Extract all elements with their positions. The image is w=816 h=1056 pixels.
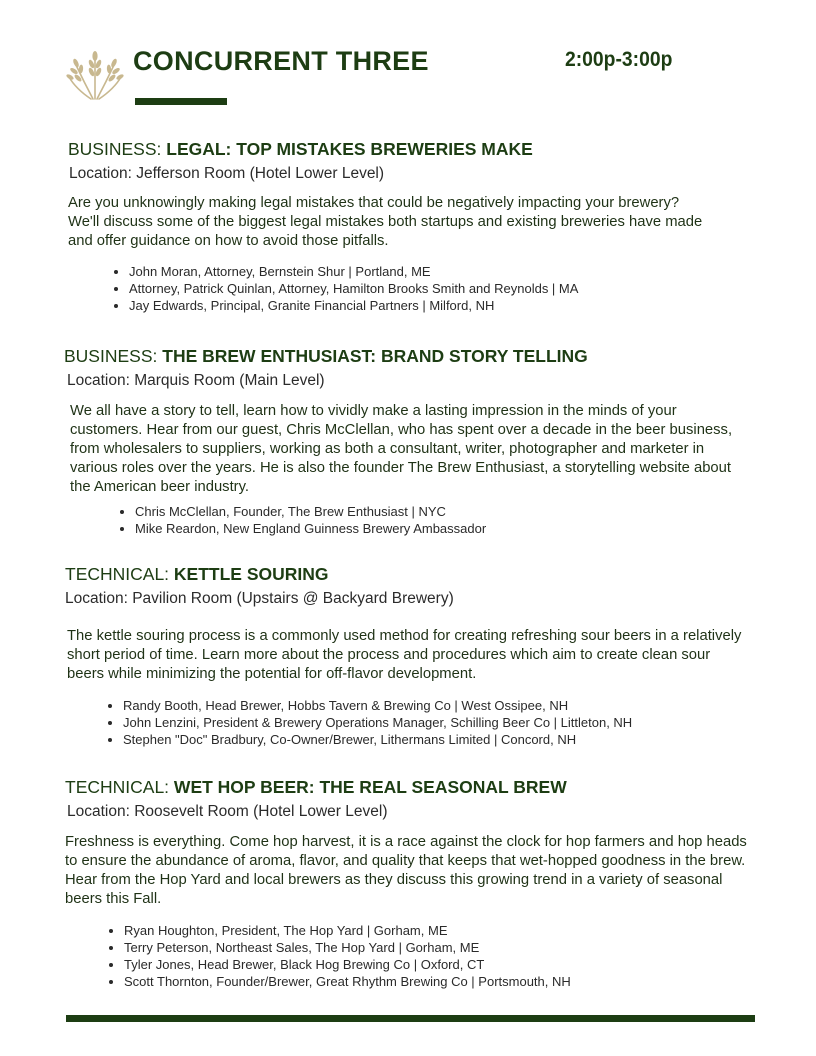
session-name: THE BREW ENTHUSIAST: BRAND STORY TELLING	[162, 346, 588, 366]
session-location: Location: Pavilion Room (Upstairs @ Backyard Brewery)	[65, 590, 454, 607]
session-track: TECHNICAL:	[65, 777, 170, 797]
session-location: Location: Roosevelt Room (Hotel Lower Level)	[67, 803, 388, 820]
session-location: Location: Jefferson Room (Hotel Lower Level)	[69, 165, 385, 182]
footer-divider	[66, 1015, 755, 1022]
speaker-list	[113, 263, 748, 314]
session-track: BUSINESS:	[64, 346, 158, 366]
session-time: 2:00p-3:00p	[565, 48, 673, 71]
session-description: Freshness is everything. Come hop harvest, it is a race against the clock for hop farmers and hop heads to ensure the abundance of aroma, flavor, and quality that keeps that wet-hopped goodness in the brew. Hear from the Hop Yard and local brewers as they discuss this growing trend in a variety of seasonal beers this Fall.	[65, 834, 747, 907]
speaker-item: • Jay Edwards, Principal, Granite Financial Partners | Milford, NH	[129, 297, 748, 314]
session-track: BUSINESS:	[68, 139, 162, 159]
session-heading	[68, 139, 748, 160]
speaker-list	[107, 697, 755, 748]
session-kettle-souring	[65, 564, 755, 748]
speaker-item: • Chris McClellan, Founder, The Brew Enthusiast | NYC	[135, 503, 754, 520]
session-heading	[64, 346, 754, 367]
session-name: LEGAL: TOP MISTAKES BREWERIES MAKE	[166, 139, 533, 159]
speaker-list	[119, 503, 754, 537]
session-wet-hop	[65, 777, 755, 990]
page-title: CONCURRENT THREE	[133, 46, 429, 76]
speaker-item: • Terry Peterson, Northeast Sales, The Hop Yard | Gorham, ME	[124, 939, 755, 956]
speaker-item: • Mike Reardon, New England Guinness Brewery Ambassador	[135, 520, 754, 537]
session-heading	[65, 777, 755, 798]
session-brand-story	[64, 346, 754, 537]
session-description: Are you unknowingly making legal mistakes that could be negatively impacting your brewery? We'll discuss some of the biggest legal mistakes both startups and existing breweries have made and offer guidance on how to avoid those pitfalls.	[68, 195, 703, 249]
speaker-item: • Ryan Houghton, President, The Hop Yard | Gorham, ME	[124, 922, 755, 939]
speaker-item: • Tyler Jones, Head Brewer, Black Hog Brewing Co | Oxford, CT	[124, 956, 755, 973]
session-location: Location: Marquis Room (Main Level)	[67, 372, 325, 389]
wheat-logo-icon	[66, 47, 124, 101]
speaker-item: • John Lenzini, President & Brewery Operations Manager, Schilling Beer Co | Littleton, NH	[123, 714, 755, 731]
speaker-list	[108, 922, 755, 990]
speaker-item: • Scott Thornton, Founder/Brewer, Great Rhythm Brewing Co | Portsmouth, NH	[124, 973, 755, 990]
speaker-item: • Randy Booth, Head Brewer, Hobbs Tavern & Brewing Co | West Ossipee, NH	[123, 697, 755, 714]
session-description: We all have a story to tell, learn how to vividly make a lasting impression in the minds of your customers. Hear from our guest, Chris McClellan, who has spent over a decade in the beer business, from wholesalers to suppliers, working as both a consultant, writer, photographer and marketer in various roles over the years. He is also the founder The Brew Enthusiast, a storytelling website about the American beer industry.	[70, 403, 733, 495]
session-legal	[68, 139, 748, 314]
session-track: TECHNICAL:	[65, 564, 170, 584]
session-heading	[65, 564, 755, 585]
title-underline	[135, 98, 227, 105]
speaker-item: • Attorney, Patrick Quinlan, Attorney, Hamilton Brooks Smith and Reynolds | MA	[129, 280, 748, 297]
session-name: KETTLE SOURING	[173, 564, 329, 584]
speaker-item: • Stephen "Doc" Bradbury, Co-Owner/Brewer, Lithermans Limited | Concord, NH	[123, 731, 755, 748]
session-name: WET HOP BEER: THE REAL SEASONAL BREW	[173, 777, 567, 797]
speaker-item: • John Moran, Attorney, Bernstein Shur | Portland, ME	[129, 263, 748, 280]
session-description: The kettle souring process is a commonly used method for creating refreshing sour beers in a relatively short period of time. Learn more about the process and procedures which aim to create clean sour beers while minimizing the potential for off-flavor development.	[67, 628, 742, 682]
